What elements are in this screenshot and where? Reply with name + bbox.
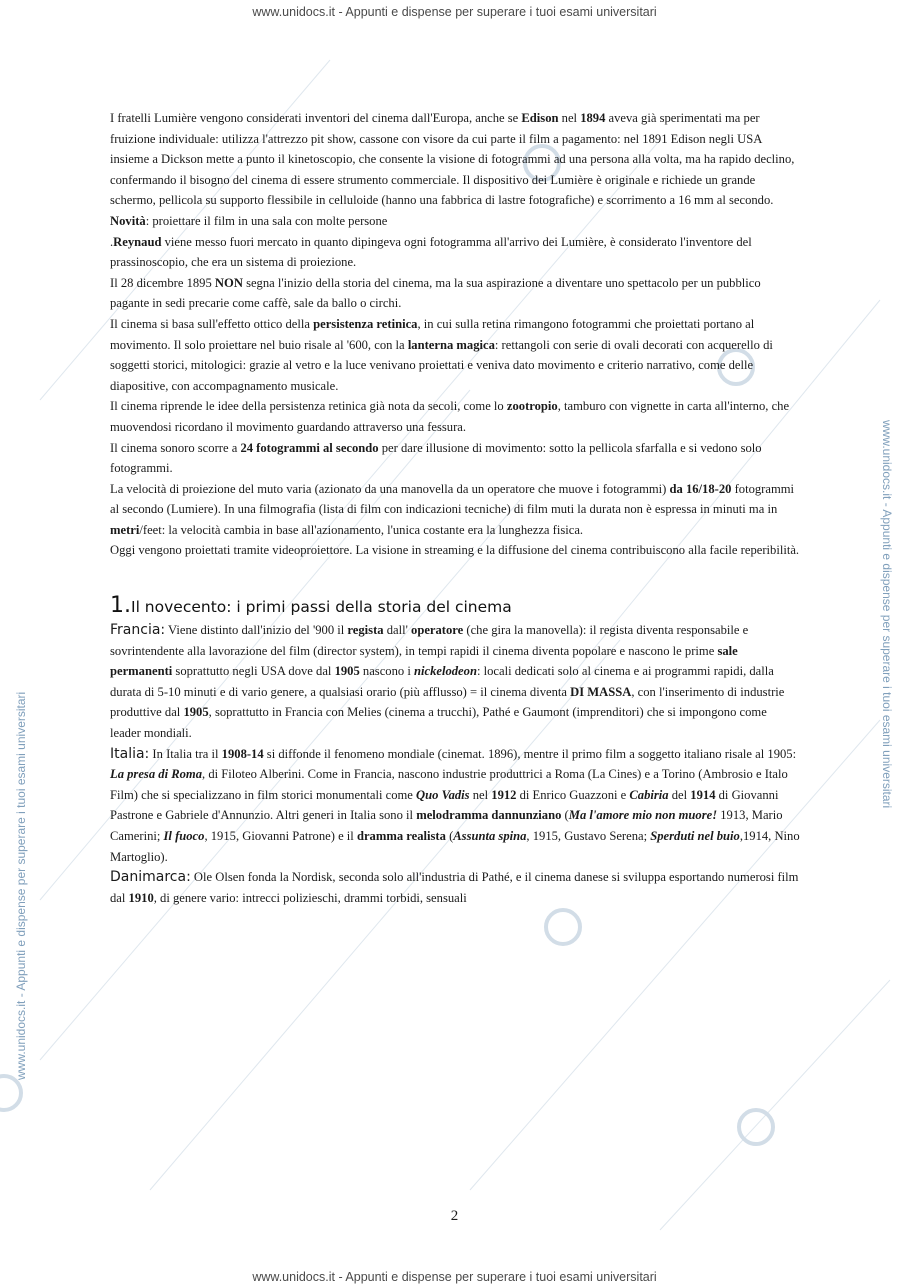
- watermark-left: www.unidocs.it - Appunti e dispense per superare i tuoi esami universitari: [14, 691, 28, 1080]
- text-run: : rettangoli con serie di ovali decorati con acquerello di soggetti storici, mitologici: grazie al vetro e la luce venivano proiettati e veniva dato movimento e criterio narrativo, come delle diapositive, con accompagnamento musicale.: [110, 337, 773, 393]
- emphasis-text: operatore: [411, 623, 464, 638]
- emphasis-text: 1894: [580, 111, 606, 125]
- emphasis-text: 1905: [334, 664, 360, 679]
- emphasis-text: 1905: [183, 705, 209, 720]
- text-run: : locali dedicati solo al cinema e ai programmi rapidi, dalla durata di 5-10 minuti e di vario genere, a qualsiasi orario (più afflusso) = il cinema diventa: [110, 664, 774, 699]
- paragraph: [110, 540, 800, 561]
- section-title: Il novecento: i primi passi della storia del cinema: [131, 598, 512, 617]
- paragraph: [110, 314, 800, 396]
- emphasis-text: Ma l'amore mio non muore!: [568, 808, 718, 823]
- text-run: di Giovanni Pastrone e Gabriele d'Annunzio. Altri generi in Italia sono il: [110, 787, 779, 823]
- paragraph: [110, 438, 800, 479]
- emphasis-text: Assunta spina: [453, 829, 527, 843]
- intro-section: [110, 108, 800, 561]
- section-number: 1.: [110, 593, 131, 619]
- emphasis-text: Sperduti nel buio: [650, 829, 740, 843]
- text-run: segna l'inizio della storia del cinema, ma la sua aspirazione a diventare uno spettacolo per un pubblico pagante in sedi precarie come caffè, sale da ballo o circhi.: [110, 275, 761, 311]
- text-run: Oggi vengono proiettati tramite videoproiettore. La visione in streaming e la diffusione del cinema contribuiscono alla facile reperibilità.: [110, 543, 800, 558]
- watermark-logo-icon: [0, 1076, 21, 1110]
- text-run: : proiettare il film in una sala con molte persone: [145, 213, 388, 228]
- watermark-bottom: www.unidocs.it - Appunti e dispense per superare i tuoi esami universitari: [252, 1270, 657, 1284]
- text-run: 1913, Mario Camerini;: [110, 808, 783, 843]
- text-run: Il 28 dicembre 1895: [110, 275, 215, 290]
- emphasis-text: Reynaud: [113, 234, 162, 249]
- text-run: .: [110, 234, 114, 249]
- text-run: La velocità di proiezione del muto varia (azionato da una manovella da un operatore che muove i fotogrammi): [110, 481, 670, 496]
- emphasis-text: 1914: [690, 787, 716, 802]
- document-body: [110, 108, 800, 908]
- countries-section: [110, 620, 800, 908]
- emphasis-text: 1912: [491, 787, 517, 802]
- text-run: , tamburo con vignette in carta all'interno, che muovendosi ricordano il movimento guardando attraverso una fessura.: [110, 399, 790, 434]
- emphasis-text: metri: [110, 522, 140, 537]
- watermark-line: [660, 980, 890, 1230]
- emphasis-text: nickelodeon: [413, 664, 477, 679]
- country-label: Danimarca:: [110, 869, 191, 886]
- watermark-right: www.unidocs.it - Appunti e dispense per superare i tuoi esami universitari: [880, 420, 894, 809]
- emphasis-text: Il fuoco: [163, 829, 205, 843]
- text-run: /feet: la velocità cambia in base all'azionamento, l'unica costante era la lunghezza fisica.: [139, 522, 584, 537]
- emphasis-text: DI MASSA: [570, 684, 632, 699]
- emphasis-text: regista: [347, 623, 384, 638]
- text-run: (che gira la manovella): il regista diventa responsabile e sovrintendente alla lavorazione del film (director system), in tempi rapidi il cinema diventa popolare e nascono le prime: [110, 623, 749, 658]
- emphasis-text: persistenza retinica: [313, 316, 418, 331]
- text-run: , 1915, Gustavo Serena;: [526, 829, 651, 843]
- text-run: ,1914, Nino Martoglio).: [110, 829, 800, 864]
- emphasis-text: 1910: [128, 890, 154, 905]
- text-run: nel: [558, 111, 581, 125]
- text-run: Viene distinto dall'inizio del '900 il: [165, 623, 348, 638]
- text-run: Ole Olsen fonda la Nordisk, seconda solo all'industria di Pathé, e il cinema danese si sviluppa esportando numerosi film dal: [110, 870, 799, 905]
- text-run: , soprattutto in Francia con Melies (cinema a trucchi), Pathé e Gaumont (imprenditori) che si impongono come leader mondiali.: [110, 705, 767, 741]
- emphasis-text: 24 fotogrammi al secondo: [240, 440, 379, 455]
- emphasis-text: 1908-14: [221, 746, 264, 761]
- text-run: , di Filoteo Alberini. Come in Francia, nascono industrie produttrici a Roma (La Cines) e a Torino (Ambrosio e Italo Film) che si specializzano in film storici monumentali come: [110, 767, 788, 802]
- paragraph: [110, 108, 800, 232]
- watermark-logo-icon: [546, 910, 580, 944]
- watermark-logo-icon: [739, 1110, 773, 1144]
- emphasis-text: NON: [214, 275, 243, 290]
- emphasis-text: Novità: [110, 213, 146, 228]
- text-run: Il cinema si basa sull'effetto ottico della: [110, 316, 314, 331]
- country-paragraph: [110, 744, 800, 868]
- emphasis-text: Cabiria: [629, 787, 669, 802]
- text-run: si diffonde il fenomeno mondiale (cinemat. 1896), mentre il primo film a soggetto italiano risale al 1905:: [263, 746, 797, 761]
- emphasis-text: zootropio: [506, 399, 558, 414]
- text-run: nel: [469, 787, 492, 802]
- text-run: (: [561, 808, 569, 823]
- text-run: , 1915, Giovanni Patrone) e il: [204, 829, 357, 843]
- text-run: , con l'inserimento di industrie produttive dal: [110, 684, 785, 720]
- text-run: del: [668, 787, 691, 802]
- text-run: Il cinema riprende le idee della persistenza retinica già nota da secoli, come lo: [110, 399, 507, 414]
- emphasis-text: La presa di Roma: [110, 767, 203, 782]
- emphasis-text: Quo Vadis: [416, 787, 470, 802]
- text-run: per dare illusione di movimento: sotto la pellicola sfarfalla e si vedono solo fotogrammi.: [110, 440, 762, 476]
- paragraph: [110, 232, 800, 273]
- country-label: Italia:: [110, 745, 150, 762]
- text-run: aveva già sperimentati ma per fruizione individuale: utilizza l'attrezzo pit show, cassone con visore da cui parte il film a pagamento: nel 1891 Edison negli USA insieme a Dickson mette a punto il kinetoscopio, che consente la visione di fotogrammi ad una persona alla volta, ma ha rapido declino, confermando il bisogno del cinema di essere strumento commerciale. Il dispositivo dei Lumière è originale e richiede un grande schermo, pellicola su supporto flessibile in celluloide (hanno una fabbrica di lastre fotografiche) e scorrimento a 16 mm al secondo.: [110, 111, 795, 208]
- paragraph: [110, 479, 800, 541]
- text-run: dall': [383, 623, 412, 638]
- emphasis-text: Edison: [521, 111, 559, 125]
- text-run: viene messo fuori mercato in quanto dipingeva ogni fotogramma all'arrivo dei Lumière, è considerato l'inventore del prassinoscopio, che era un sistema di proiezione.: [110, 234, 752, 270]
- page-number: 2: [450, 1208, 459, 1224]
- text-run: , di genere vario: intrecci polizieschi, drammi torbidi, sensuali: [153, 890, 467, 905]
- text-run: nascono i: [359, 664, 414, 679]
- country-paragraph: [110, 867, 800, 908]
- section-heading: [110, 594, 800, 619]
- text-run: Il cinema sonoro scorre a: [110, 440, 241, 455]
- text-run: soprattutto negli USA dove dal: [172, 664, 335, 679]
- paragraph: [110, 396, 800, 437]
- emphasis-text: dramma realista: [356, 829, 446, 843]
- emphasis-text: lanterna magica: [407, 337, 495, 352]
- text-run: In Italia tra il: [149, 746, 222, 761]
- emphasis-text: melodramma dannunziano: [416, 808, 562, 823]
- country-label: Francia:: [110, 622, 166, 639]
- text-run: , in cui sulla retina rimangono fotogrammi che proiettati portano al movimento. Il solo proiettare nel buio risale al '600, con la: [110, 316, 755, 352]
- text-run: I fratelli Lumière vengono considerati inventori del cinema dall'Europa, anche se: [110, 111, 522, 125]
- text-run: (: [445, 829, 454, 843]
- text-run: fotogrammi al secondo (Lumiere). In una filmografia (lista di film con indicazioni tecniche) di film muti la durata non è espressa in minuti ma in: [110, 481, 795, 517]
- country-paragraph: [110, 620, 800, 744]
- text-run: di Enrico Guazzoni e: [516, 787, 630, 802]
- watermark-top: www.unidocs.it - Appunti e dispense per superare i tuoi esami universitari: [252, 5, 657, 19]
- emphasis-text: da 16/18-20: [669, 481, 732, 496]
- emphasis-text: sale permanenti: [110, 643, 738, 679]
- paragraph: [110, 273, 800, 314]
